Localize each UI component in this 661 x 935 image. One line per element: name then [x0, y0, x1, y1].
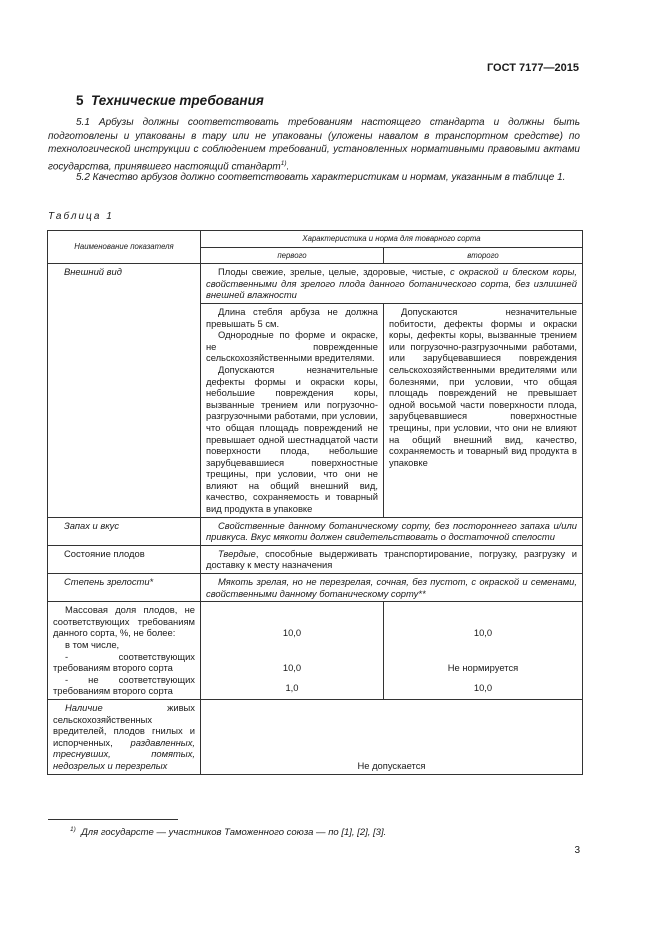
table-row-condition	[48, 545, 583, 573]
appearance-first-line-2: Однородные по форме и окраске, не поврежденные сельскохозяйственными вредителями.	[206, 329, 378, 364]
header-grade-group: Характеристика и норма для товарного сорта	[201, 231, 583, 248]
appearance-first-line-1: Длина стебля арбуза не должна превышать 5 см.	[206, 305, 378, 329]
condition-value-italic: Твердые	[218, 547, 256, 559]
footnote-mark: 1)	[70, 826, 76, 833]
mass-label: Массовая доля плодов, не соответствующих требованиям данного сорта, %, не более:	[53, 604, 195, 639]
quality-table	[47, 230, 583, 775]
footnote	[70, 826, 386, 838]
condition-value-plain: , способные выдерживать транспортирование, погрузку, разгрузку и доставку к месту назначения	[206, 547, 577, 571]
header-indicator-name: Наименование показателя	[48, 231, 201, 264]
section-number: 5	[76, 93, 84, 108]
row-label-pests	[48, 699, 201, 774]
row-label-appearance: Внешний вид	[48, 264, 201, 517]
mass-second-grade	[384, 602, 583, 700]
table-row-ripeness	[48, 574, 583, 602]
header-second-grade: второго	[384, 247, 583, 264]
table-row-appearance-common	[48, 264, 583, 304]
condition-value	[201, 545, 583, 573]
row-label-mass	[48, 602, 201, 700]
appearance-second-grade: Допускаются незначительные побитости, дефекты формы и окраски коры, дефекты коры, вызванные трением или погрузочно-разгрузочными работами, или зарубцевавшиеся повреждения сельскохозяйственными вредителями или болезнями, при условии, что общая площадь повреждений не превышает одной восьмой части поверхности плода, зарубцевавшиеся поверхностные трещины, при условии, что они не влияют на общий внешний вид, качество, сохраняемость и товарный вид продукта в упаковке	[384, 303, 583, 517]
pests-value: Не допускается	[201, 699, 583, 774]
appearance-first-line-3: Допускаются незначительные дефекты формы и окраски коры, небольшие повреждения коры, вызванные трением или погрузочно-разгрузочными работами, при условии, что общая площадь повреждений не превышает одной шестнадцатой части поверхности плода, небольшие зарубцевавшиеся поверхностные трещины, при условии, что они не влияют на общий внешний вид, качество, сохраняемость и товарный вид продукта в упаковке	[206, 363, 378, 515]
row-label-ripeness: Степень зрелости*	[48, 574, 201, 602]
mass-first-grade	[201, 602, 384, 700]
paragraph-5-2-text: 5.2 Качество арбузов должно соответствовать характеристикам и нормам, указанным в таблице 1.	[76, 172, 566, 183]
mass-first-sub2: 1,0	[285, 682, 299, 694]
footnote-divider	[48, 819, 178, 820]
row-label-smell: Запах и вкус	[48, 517, 201, 545]
mass-sub2: - не соответствующих требованиям второго сорта	[53, 673, 195, 697]
mass-second-sub1: Не нормируется	[447, 661, 519, 673]
header-first-grade: первого	[201, 247, 384, 264]
smell-value: Свойственные данному ботаническому сорту, без постороннего запаха и/или привкуса. Вкус мякоти должен свидетельствовать о достаточной спелости	[201, 517, 583, 545]
footnote-ref: 1)	[280, 160, 287, 168]
paragraph-5-1-end: .	[286, 161, 290, 173]
mass-first-total: 10,0	[282, 627, 302, 639]
appearance-common-plain: Плоды свежие, зрелые, целые, здоровые, чистые,	[218, 266, 446, 278]
table-row-pests	[48, 699, 583, 774]
footnote-text: Для государсте — участников Таможенного союза — по [1], [2], [3].	[81, 827, 387, 839]
mass-second-total: 10,0	[473, 627, 493, 639]
mass-second-sub2: 10,0	[473, 682, 493, 694]
section-title: Технические требования	[91, 93, 264, 108]
mass-incl: в том числе,	[65, 639, 120, 650]
pests-label-italic2: раздавленных, треснувших, помятых, недозрелых и перезрелых	[53, 736, 195, 771]
table-header-row	[48, 231, 583, 248]
paragraph-5-2	[48, 171, 580, 185]
section-heading	[76, 93, 264, 108]
pests-label-plain: живых сельскохозяйственных вредителей, плодов гнилых и испорченных,	[53, 701, 195, 748]
table-row-smell	[48, 517, 583, 545]
paragraph-5-1	[48, 116, 580, 174]
mass-first-sub1: 10,0	[282, 661, 302, 673]
pests-label-italic1: Наличие	[65, 701, 103, 713]
paragraph-5-1-text: 5.1 Арбузы должны соответствовать требованиям настоящего стандарта и должны быть подготовлены и упакованы в тару или не упакованы (уложены навалом в транспортном средстве) по технологической инструкции с соблюдением требований, установленных нормативными правовыми актами государства, принявшего настоящий стандарт	[48, 117, 580, 173]
page-number: 3	[574, 845, 580, 856]
ripeness-value: Мякоть зрелая, но не перезрелая, сочная, без пустот, с окраской и семенами, свойственными данному ботаническому сорту**	[201, 574, 583, 602]
appearance-common	[201, 264, 583, 304]
mass-sub1: - соответствующих требованиям второго сорта	[53, 650, 195, 674]
appearance-first-grade	[201, 303, 384, 517]
row-label-condition: Состояние плодов	[48, 545, 201, 573]
table-caption: Таблица 1	[48, 211, 114, 222]
table-row-mass	[48, 602, 583, 700]
appearance-common-italic: с окраской и блеском коры, свойственными для зрелого плода данного ботанического сорта, без излишней внешней влажности	[206, 266, 577, 301]
standard-number: ГОСТ 7177—2015	[486, 62, 579, 74]
